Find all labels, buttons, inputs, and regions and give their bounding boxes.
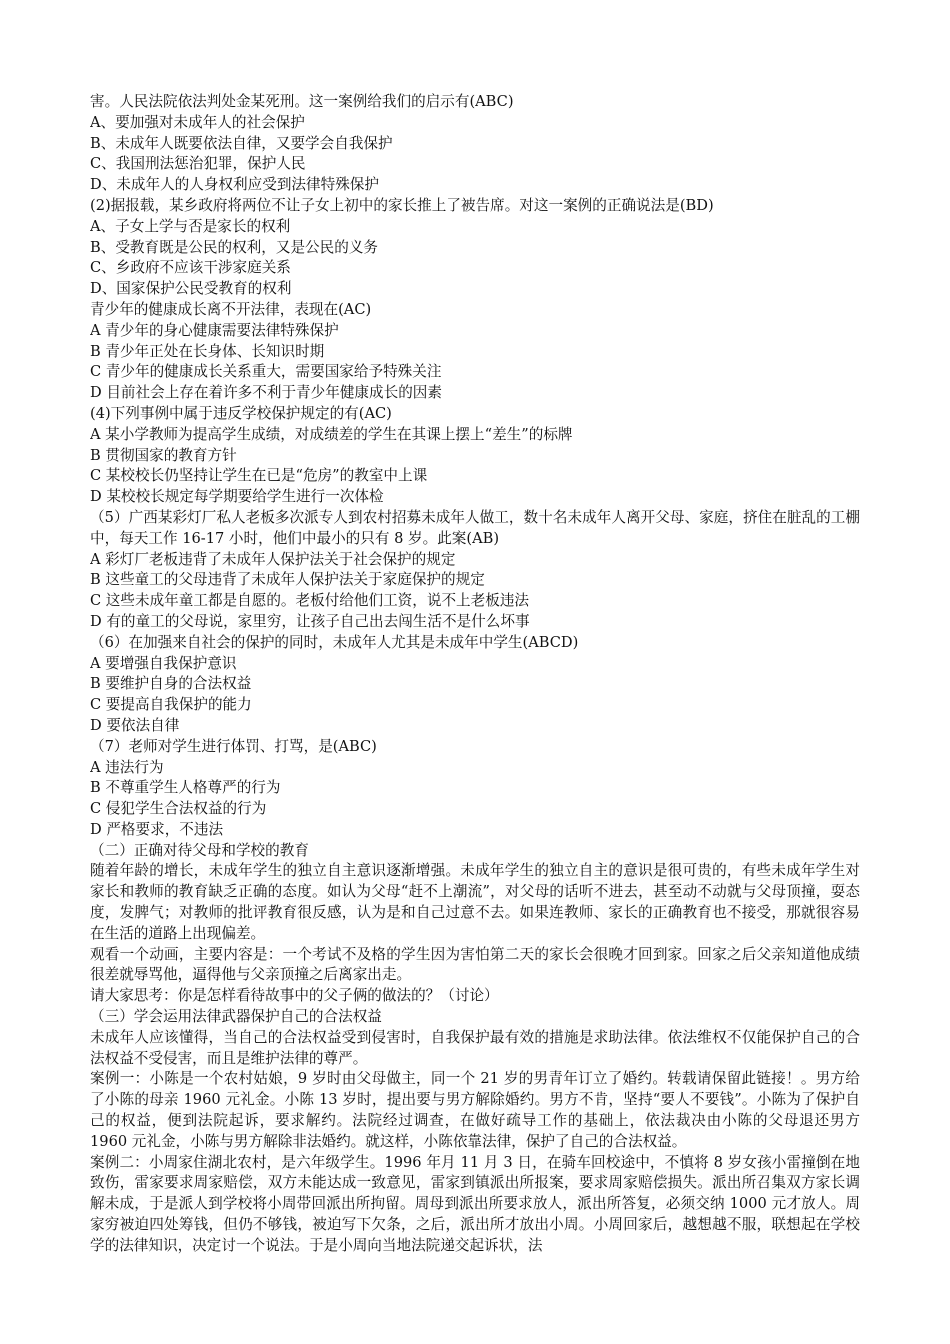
option-d: D 某校校长规定每学期要给学生进行一次体检 [90, 488, 384, 506]
option-b: B 青少年正处在长身体、长知识时期 [90, 342, 325, 360]
option-b: B 要维护自身的合法权益 [90, 675, 252, 693]
option-d: D、未成年人的人身权利应受到法律特殊保护 [90, 176, 379, 194]
option-a: A 青少年的身心健康需要法律特殊保护 [90, 321, 339, 339]
option-b: B 贯彻国家的教育方针 [90, 446, 237, 464]
question-3: 青少年的健康成长离不开法律，表现在(AC) [90, 300, 372, 318]
option-c: C、乡政府不应该干涉家庭关系 [90, 259, 291, 277]
option-c: C 这些未成年童工都是自愿的。老板付给他们工资，说不上老板违法 [90, 592, 530, 610]
option-a: A、要加强对未成年人的社会保护 [90, 113, 305, 131]
option-a: A 要增强自我保护意识 [90, 654, 237, 672]
option-c: C、我国刑法惩治犯罪，保护人民 [90, 155, 306, 173]
text-line: 害。人民法院依法判处金某死刑。这一案例给我们的启示有(ABC) [90, 93, 514, 110]
option-d: D 严格要求，不违法 [90, 820, 224, 838]
option-b: B、受教育既是公民的权利，又是公民的义务 [90, 238, 379, 256]
section-heading-3: （三）学会运用法律武器保护自己的合法权益 [90, 1008, 382, 1026]
question-4: (4)下列事例中属于违反学校保护规定的有(AC) [90, 404, 392, 422]
question-5: （5）广西某彩灯厂私人老板多次派专人到农村招募未成年人做工，数十名未成年人离开父母、家庭，挤住在脏乱的工棚中，每天工作 16-17 小时，他们中最小的只有 8 岁。此案(AB) [90, 508, 860, 547]
option-d: D 要依法自律 [90, 716, 180, 734]
option-b: B 这些童工的父母违背了未成年人保护法关于家庭保护的规定 [90, 571, 485, 589]
option-a: A 违法行为 [90, 758, 164, 776]
option-a: A、子女上学与否是家长的权利 [90, 217, 291, 235]
case-two: 案例二：小周家住湖北农村，是六年级学生。1996 年月 11 月 3 日，在骑车回校途中，不慎将 8 岁女孩小雷撞倒在地致伤，雷家要求周家赔偿，双方未能达成一致意见，雷家到镇派出所报案，要求周家赔偿损失。派出所召集双方家长调解未成，于是派人到学校将小周带回派出所拘留。周母到派出所要求放人，派出所答复，必须交纳 1000 元才放人。周家穷被迫四处筹钱，但仍不够钱，被迫写下欠条，之后，派出所才放出小周。小周回家后，越想越不服，联想起在学校学的法律知识，决定讨一个说法。于是小周向当地法院递交起诉状，法 [90, 1153, 860, 1254]
option-d: D、国家保护公民受教育的权利 [90, 280, 292, 298]
question-2: (2)据报载，某乡政府将两位不让子女上初中的家长推上了被告席。对这一案例的正确说法是(BD) [90, 196, 714, 214]
option-b: B、未成年人既要依法自律，又要学会自我保护 [90, 134, 393, 152]
option-d: D 目前社会上存在着许多不利于青少年健康成长的因素 [90, 384, 442, 402]
option-c: C 侵犯学生合法权益的行为 [90, 800, 267, 818]
paragraph-legal-rights: 未成年人应该懂得，当自己的合法权益受到侵害时，自我保护最有效的措施是求助法律。依法维权不仅能保护自己的合法权益不受侵害，而且是维护法律的尊严。 [90, 1028, 860, 1067]
question-7: （7）老师对学生进行体罚、打骂，是(ABC) [90, 737, 377, 755]
option-c: C 某校校长仍坚持让学生在已是“危房”的教室中上课 [90, 467, 428, 485]
option-a: A 彩灯厂老板违背了未成年人保护法关于社会保护的规定 [90, 550, 456, 568]
option-c: C 青少年的健康成长关系重大，需要国家给予特殊关注 [90, 363, 442, 381]
option-b: B 不尊重学生人格尊严的行为 [90, 779, 281, 797]
option-c: C 要提高自我保护的能力 [90, 696, 252, 714]
option-a: A 某小学教师为提高学生成绩，对成绩差的学生在其课上摆上“差生”的标牌 [90, 425, 573, 443]
paragraph-independence: 随着年龄的增长，未成年学生的独立自主意识逐渐增强。未成年学生的独立自主的意识是很可贵的，有些未成年学生对家长和教师的教育缺乏正确的态度。如认为父母“赶不上潮流”，对父母的话听不进去，甚至动不动就与父母顶撞，耍态度，发脾气；对教师的批评教育很反感，认为是和自己过意不去。如果连教师、家长的正确教育也不接受，那就很容易在生活的道路上出现偏差。 [90, 862, 860, 942]
case-one: 案例一：小陈是一个农村姑娘，9 岁时由父母做主，同一个 21 岁的男青年订立了婚约。转载请保留此链接！。男方给了小陈的母亲 1960 元礼金。小陈 13 岁时，提出要与男方解除婚约。男方不肯，坚持“要人不要钱”。小陈为了保护自己的权益，便到法院起诉，要求解约。法院经过调查，在做好疏导工作的基础上，依法裁决由小陈的父母退还男方 1960 元礼金，小陈与男方解除非法婚约。就这样，小陈依靠法律，保护了自己的合法权益。 [90, 1070, 860, 1150]
option-d: D 有的童工的父母说，家里穷，让孩子自己出去闯生活不是什么坏事 [90, 612, 530, 630]
section-heading-2: （二）正确对待父母和学校的教育 [90, 841, 309, 859]
discussion-prompt: 请大家思考：你是怎样看待故事中的父子俩的做法的？（讨论） [90, 987, 499, 1005]
question-6: （6）在加强来自社会的保护的同时，未成年人尤其是未成年中学生(ABCD) [90, 633, 579, 651]
paragraph-animation: 观看一个动画，主要内容是：一个考试不及格的学生因为害怕第二天的家长会很晚才回到家。回家之后父亲知道他成绩很差就辱骂他，逼得他与父亲顶撞之后离家出走。 [90, 945, 860, 984]
